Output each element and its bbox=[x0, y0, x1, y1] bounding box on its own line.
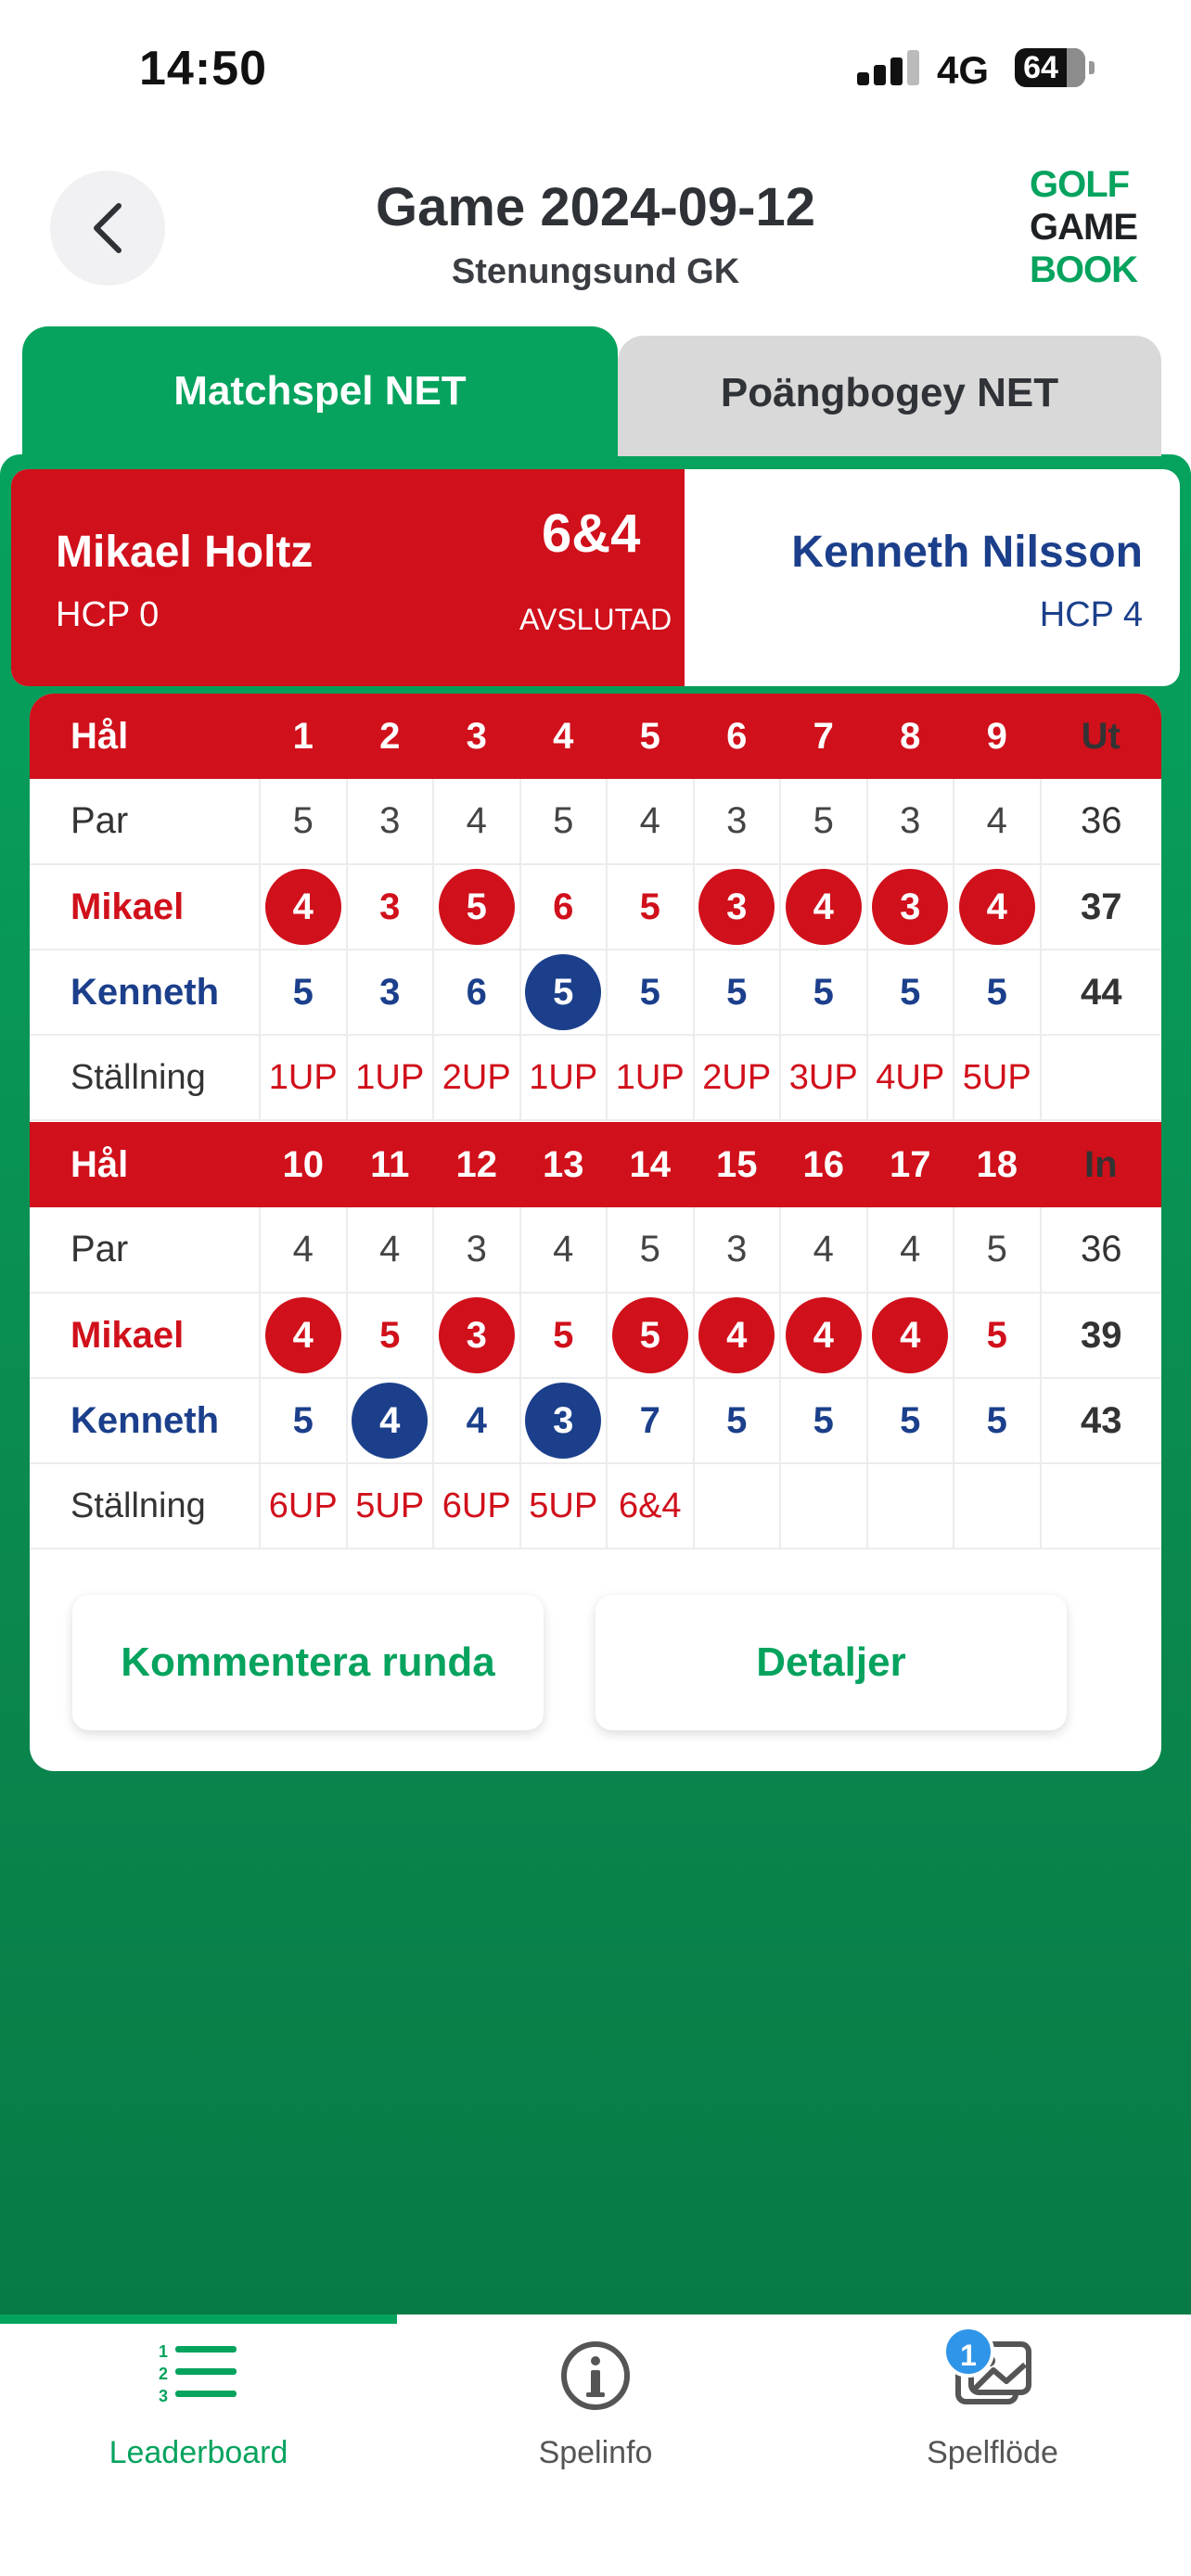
score-cell bbox=[607, 1293, 694, 1378]
score-cell bbox=[954, 864, 1041, 950]
score-cell: 7 bbox=[607, 1378, 694, 1463]
row-label: Kenneth bbox=[30, 950, 260, 1035]
row-label: Hål bbox=[30, 694, 260, 779]
scorecard-front-nine bbox=[30, 694, 1161, 1121]
score-cell: 16 bbox=[780, 1122, 867, 1207]
score-cell: 5 bbox=[954, 1207, 1041, 1293]
score-cell: 5 bbox=[260, 779, 347, 864]
score-cell: 5 bbox=[694, 1378, 781, 1463]
score-cell: 6&4 bbox=[607, 1463, 694, 1549]
player1-panel bbox=[11, 469, 685, 686]
score-cell: 14 bbox=[607, 1122, 694, 1207]
logo-line-3: BOOK bbox=[1030, 249, 1137, 290]
score-cell: 12 bbox=[433, 1122, 520, 1207]
hole-winner-marker: 4 bbox=[265, 869, 341, 945]
hole-winner-marker: 3 bbox=[525, 1383, 601, 1459]
bottom-nav bbox=[0, 2315, 1191, 2576]
nav-leaderboard-label: Leaderboard bbox=[109, 2435, 288, 2470]
player2-score-row bbox=[30, 950, 1161, 1035]
score-cell: 15 bbox=[694, 1122, 781, 1207]
score-cell: 5 bbox=[607, 694, 694, 779]
score-cell: 5 bbox=[780, 779, 867, 864]
total-cell: 37 bbox=[1041, 864, 1162, 950]
score-cell: 3 bbox=[347, 950, 434, 1035]
player2-hcp: HCP 4 bbox=[1039, 595, 1143, 634]
tab-poangbogey[interactable]: Poängbogey NET bbox=[618, 336, 1161, 456]
hole-winner-marker: 4 bbox=[872, 1297, 948, 1373]
score-cell: 10 bbox=[260, 1122, 347, 1207]
score-cell: 4 bbox=[347, 1207, 434, 1293]
row-label: Kenneth bbox=[30, 1378, 260, 1463]
score-cell: 5 bbox=[520, 779, 608, 864]
player1-name: Mikael Holtz bbox=[56, 528, 314, 577]
score-cell: 5 bbox=[607, 1207, 694, 1293]
nav-leaderboard[interactable] bbox=[0, 2333, 397, 2470]
match-status: AVSLUTAD bbox=[519, 603, 672, 636]
score-cell bbox=[347, 1378, 434, 1463]
score-cell bbox=[520, 1378, 608, 1463]
network-type: 4G bbox=[937, 48, 990, 92]
page-subtitle: Stenungsund GK bbox=[451, 252, 740, 291]
score-cell: 1UP bbox=[347, 1035, 434, 1120]
hole-winner-marker: 5 bbox=[439, 869, 515, 945]
details-button[interactable]: Detaljer bbox=[596, 1595, 1067, 1730]
score-cell: 6 bbox=[520, 864, 608, 950]
score-cell: 5 bbox=[780, 950, 867, 1035]
score-cell: 5 bbox=[954, 1378, 1041, 1463]
row-label: Ställning bbox=[30, 1035, 260, 1120]
score-cell bbox=[867, 1463, 954, 1549]
battery-tip bbox=[1089, 61, 1095, 74]
hole-winner-marker: 5 bbox=[525, 954, 601, 1030]
leaderboard-icon bbox=[157, 2339, 240, 2413]
score-cell: 5 bbox=[607, 950, 694, 1035]
battery-level: 64 bbox=[1023, 50, 1058, 85]
hole-header-row bbox=[30, 1122, 1161, 1207]
nav-spelinfo[interactable] bbox=[397, 2333, 794, 2470]
score-cell: 4 bbox=[780, 1207, 867, 1293]
score-cell: 5UP bbox=[954, 1035, 1041, 1120]
score-cell: 4 bbox=[433, 779, 520, 864]
player1-score-row bbox=[30, 864, 1161, 950]
hole-winner-marker: 4 bbox=[352, 1383, 428, 1459]
score-cell: 8 bbox=[867, 694, 954, 779]
score-cell: 3 bbox=[347, 864, 434, 950]
score-cell: 3 bbox=[867, 779, 954, 864]
score-cell: 7 bbox=[780, 694, 867, 779]
battery-icon bbox=[1015, 48, 1085, 87]
hole-winner-marker: 4 bbox=[265, 1297, 341, 1373]
tab-matchspel[interactable]: Matchspel NET bbox=[22, 326, 618, 465]
score-cell: 4 bbox=[260, 1207, 347, 1293]
score-cell: 1 bbox=[260, 694, 347, 779]
score-cell bbox=[433, 864, 520, 950]
score-cell: 5UP bbox=[520, 1463, 608, 1549]
par-row bbox=[30, 779, 1161, 864]
scorecard bbox=[30, 694, 1161, 1771]
score-cell: 5 bbox=[694, 950, 781, 1035]
score-cell bbox=[867, 864, 954, 950]
hole-winner-marker: 4 bbox=[786, 869, 862, 945]
signal-icon bbox=[857, 48, 922, 85]
score-cell: 18 bbox=[954, 1122, 1041, 1207]
score-cell: 9 bbox=[954, 694, 1041, 779]
score-cell: 4 bbox=[607, 779, 694, 864]
score-cell: 1UP bbox=[520, 1035, 608, 1120]
score-cell: 5 bbox=[867, 950, 954, 1035]
status-time: 14:50 bbox=[139, 42, 267, 96]
score-cell: 5 bbox=[260, 1378, 347, 1463]
row-label: Hål bbox=[30, 1122, 260, 1207]
score-cell bbox=[954, 1463, 1041, 1549]
page-title: Game 2024-09-12 bbox=[376, 177, 815, 237]
score-cell bbox=[260, 1293, 347, 1378]
svg-text:2: 2 bbox=[159, 2365, 169, 2383]
status-bar bbox=[0, 0, 1191, 139]
row-label: Par bbox=[30, 779, 260, 864]
score-cell: 3 bbox=[694, 779, 781, 864]
score-cell bbox=[694, 1463, 781, 1549]
score-cell: 5 bbox=[954, 1293, 1041, 1378]
score-cell: 2UP bbox=[694, 1035, 781, 1120]
golf-gamebook-logo bbox=[1030, 163, 1150, 291]
svg-text:1: 1 bbox=[159, 2342, 169, 2361]
hole-winner-marker: 5 bbox=[612, 1297, 688, 1373]
player2-score-row bbox=[30, 1378, 1161, 1463]
player2-name: Kenneth Nilsson bbox=[791, 528, 1143, 577]
total-cell bbox=[1041, 1463, 1162, 1549]
score-cell bbox=[867, 1293, 954, 1378]
score-cell: 5 bbox=[867, 1378, 954, 1463]
score-cell: 5 bbox=[780, 1378, 867, 1463]
logo-line-1: GOLF bbox=[1030, 164, 1130, 205]
row-label: Ställning bbox=[30, 1463, 260, 1549]
standing-row bbox=[30, 1463, 1161, 1549]
score-cell: 6UP bbox=[260, 1463, 347, 1549]
score-cell: 5UP bbox=[347, 1463, 434, 1549]
score-cell bbox=[260, 864, 347, 950]
score-cell: 5 bbox=[954, 950, 1041, 1035]
match-summary bbox=[11, 469, 1180, 686]
row-label: Par bbox=[30, 1207, 260, 1293]
score-cell: 13 bbox=[520, 1122, 608, 1207]
hole-header-row bbox=[30, 694, 1161, 779]
score-cell bbox=[780, 864, 867, 950]
score-cell bbox=[780, 1293, 867, 1378]
score-cell: 2 bbox=[347, 694, 434, 779]
nav-active-indicator bbox=[0, 2315, 397, 2324]
total-cell bbox=[1041, 1035, 1162, 1120]
score-cell: 3UP bbox=[780, 1035, 867, 1120]
player1-hcp: HCP 0 bbox=[56, 595, 160, 634]
score-cell: 3 bbox=[433, 694, 520, 779]
score-cell bbox=[433, 1293, 520, 1378]
score-cell: 4 bbox=[433, 1378, 520, 1463]
score-cell: 1UP bbox=[607, 1035, 694, 1120]
player1-score-row bbox=[30, 1293, 1161, 1378]
comment-round-button[interactable]: Kommentera runda bbox=[72, 1595, 544, 1730]
match-result: 6&4 bbox=[542, 504, 641, 564]
score-cell: 3 bbox=[694, 1207, 781, 1293]
row-label: Mikael bbox=[30, 864, 260, 950]
score-cell: 2UP bbox=[433, 1035, 520, 1120]
hole-winner-marker: 3 bbox=[872, 869, 948, 945]
score-cell: 5 bbox=[260, 950, 347, 1035]
score-cell: 17 bbox=[867, 1122, 954, 1207]
score-cell: 4 bbox=[520, 694, 608, 779]
scorecard-back-nine bbox=[30, 1122, 1161, 1549]
total-cell: Ut bbox=[1041, 694, 1162, 779]
standing-row bbox=[30, 1035, 1161, 1120]
score-cell bbox=[694, 1293, 781, 1378]
logo-line-2: GAME bbox=[1030, 207, 1137, 248]
par-row bbox=[30, 1207, 1161, 1293]
score-cell: 6UP bbox=[433, 1463, 520, 1549]
score-cell bbox=[520, 950, 608, 1035]
score-cell: 5 bbox=[607, 864, 694, 950]
score-cell: 4 bbox=[867, 1207, 954, 1293]
score-cell: 5 bbox=[347, 1293, 434, 1378]
total-cell: In bbox=[1041, 1122, 1162, 1207]
score-cell: 3 bbox=[347, 779, 434, 864]
hole-winner-marker: 4 bbox=[959, 869, 1035, 945]
score-cell: 4UP bbox=[867, 1035, 954, 1120]
score-cell: 5 bbox=[520, 1293, 608, 1378]
total-cell: 39 bbox=[1041, 1293, 1162, 1378]
score-cell bbox=[780, 1463, 867, 1549]
score-cell: 6 bbox=[694, 694, 781, 779]
nav-spelflode-label: Spelflöde bbox=[927, 2435, 1058, 2470]
row-label: Mikael bbox=[30, 1293, 260, 1378]
info-icon bbox=[558, 2339, 633, 2413]
notification-badge: 1 bbox=[942, 2326, 994, 2378]
score-cell: 6 bbox=[433, 950, 520, 1035]
total-cell: 36 bbox=[1041, 1207, 1162, 1293]
score-cell: 11 bbox=[347, 1122, 434, 1207]
total-cell: 36 bbox=[1041, 779, 1162, 864]
nav-spelinfo-label: Spelinfo bbox=[538, 2435, 653, 2470]
score-cell: 3 bbox=[433, 1207, 520, 1293]
score-cell bbox=[694, 864, 781, 950]
hole-winner-marker: 3 bbox=[698, 869, 775, 945]
total-cell: 44 bbox=[1041, 950, 1162, 1035]
hole-winner-marker: 3 bbox=[439, 1297, 515, 1373]
score-cell: 4 bbox=[954, 779, 1041, 864]
score-cell: 4 bbox=[520, 1207, 608, 1293]
score-cell: 1UP bbox=[260, 1035, 347, 1120]
svg-text:3: 3 bbox=[159, 2387, 169, 2405]
hole-winner-marker: 4 bbox=[698, 1297, 775, 1373]
hole-winner-marker: 4 bbox=[786, 1297, 862, 1373]
total-cell: 43 bbox=[1041, 1378, 1162, 1463]
